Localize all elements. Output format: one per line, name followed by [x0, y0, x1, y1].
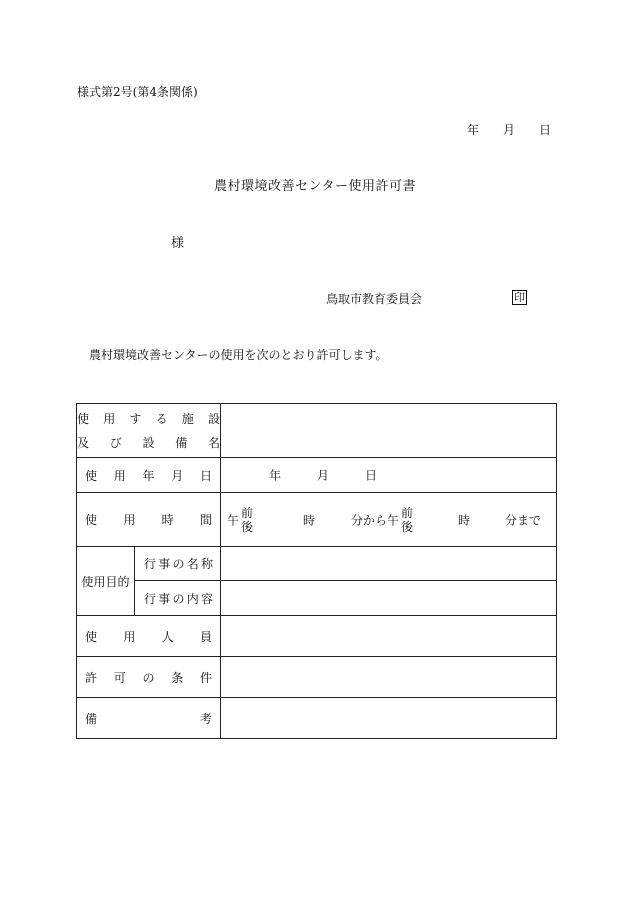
time-am-pm-end [401, 506, 413, 534]
event-content-label [135, 581, 221, 616]
label-char: 備 [175, 435, 188, 450]
label-char: 用 [113, 468, 126, 483]
facility-label-line2 [77, 431, 220, 455]
label-char: 設 [207, 411, 220, 426]
issue-date-day: 日 [539, 123, 552, 137]
use-date-month: 月 [317, 468, 330, 483]
remarks-value[interactable] [221, 698, 557, 739]
label-char: 使 [77, 411, 90, 426]
label-char: 施 [181, 411, 194, 426]
purpose-label: 使用目的 [77, 547, 135, 616]
label-char: す [129, 411, 142, 426]
label-char: 員 [199, 629, 212, 644]
label-char: 称 [200, 557, 213, 571]
pm-label: 後 [401, 519, 414, 534]
label-char: 月 [171, 468, 184, 483]
use-time-label [77, 493, 221, 547]
facility-label-line1 [77, 407, 220, 431]
time-gozen-prefix: 午 [227, 513, 240, 527]
users-value[interactable] [221, 616, 557, 657]
label-char: 日 [199, 468, 212, 483]
row-event-name [77, 547, 557, 581]
label-char: 件 [199, 670, 212, 685]
conditions-label [77, 657, 221, 698]
label-char: 使 [85, 513, 98, 527]
event-content-value[interactable] [221, 581, 557, 616]
intro-text: 農村環境改善センターの使用を次のとおり許可します。 [89, 348, 388, 362]
use-date-year: 年 [269, 468, 282, 483]
issuer-name: 鳥取市教育委員会 [326, 292, 423, 306]
label-char: 内 [186, 591, 199, 606]
label-char: 考 [199, 711, 212, 726]
event-name-value[interactable] [221, 547, 557, 581]
pm-label: 後 [241, 519, 254, 534]
label-char: 条 [171, 670, 184, 685]
use-date-day: 日 [365, 468, 378, 483]
label-char: の [142, 670, 155, 685]
label-char: の [172, 557, 185, 571]
permit-table [76, 403, 557, 739]
remarks-label [77, 698, 221, 739]
label-char: 使 [85, 629, 98, 644]
label-char: 事 [158, 557, 171, 571]
time-hour-start: 時 [303, 513, 316, 527]
row-use-time [77, 493, 557, 547]
label-char: 設 [142, 435, 155, 450]
row-event-content [77, 581, 557, 616]
row-facility [77, 404, 557, 458]
label-char: 行 [144, 557, 157, 571]
time-minute-until: 分まで [505, 513, 542, 527]
conditions-value[interactable] [221, 657, 557, 698]
label-char: 用 [103, 411, 116, 426]
label-char: び [109, 435, 122, 450]
time-am-pm-start [241, 506, 253, 534]
label-char: 容 [200, 591, 213, 606]
facility-value[interactable] [221, 404, 557, 458]
am-label: 前 [241, 505, 254, 520]
issue-date-year: 年 [467, 123, 480, 137]
label-char: 名 [186, 557, 199, 571]
label-char: 名 [207, 435, 220, 450]
label-char: 可 [113, 670, 126, 685]
issue-date-month: 月 [503, 123, 516, 137]
time-hour-end: 時 [458, 513, 471, 527]
event-name-label [135, 547, 221, 581]
label-char: 使 [85, 468, 98, 483]
label-char: 用 [123, 629, 136, 644]
document-title: 農村環境改善センター使用許可書 [214, 179, 416, 194]
label-char: 時 [161, 513, 174, 527]
seal-mark: 印 [514, 291, 525, 304]
label-char: 及 [77, 435, 90, 450]
row-conditions [77, 657, 557, 698]
am-label: 前 [401, 505, 414, 520]
use-date-value[interactable] [221, 458, 557, 493]
addressee-suffix: 様 [171, 236, 185, 251]
label-char: 備 [85, 711, 98, 726]
label-char: る [155, 411, 168, 426]
facility-label [77, 404, 221, 458]
label-char: 人 [161, 629, 174, 644]
users-label [77, 616, 221, 657]
label-char: 年 [142, 468, 155, 483]
label-char: 行 [144, 591, 157, 606]
label-char: 用 [123, 513, 136, 527]
label-char: 事 [158, 591, 171, 606]
time-minute-from: 分から午 [351, 513, 400, 527]
label-char: 間 [199, 513, 212, 527]
row-users [77, 616, 557, 657]
form-number: 様式第2号(第4条関係) [77, 85, 198, 99]
use-date-label [77, 458, 221, 493]
label-char: 許 [85, 670, 98, 685]
row-remarks [77, 698, 557, 739]
label-char: の [172, 591, 185, 606]
row-use-date [77, 458, 557, 493]
use-time-value[interactable] [221, 493, 557, 547]
